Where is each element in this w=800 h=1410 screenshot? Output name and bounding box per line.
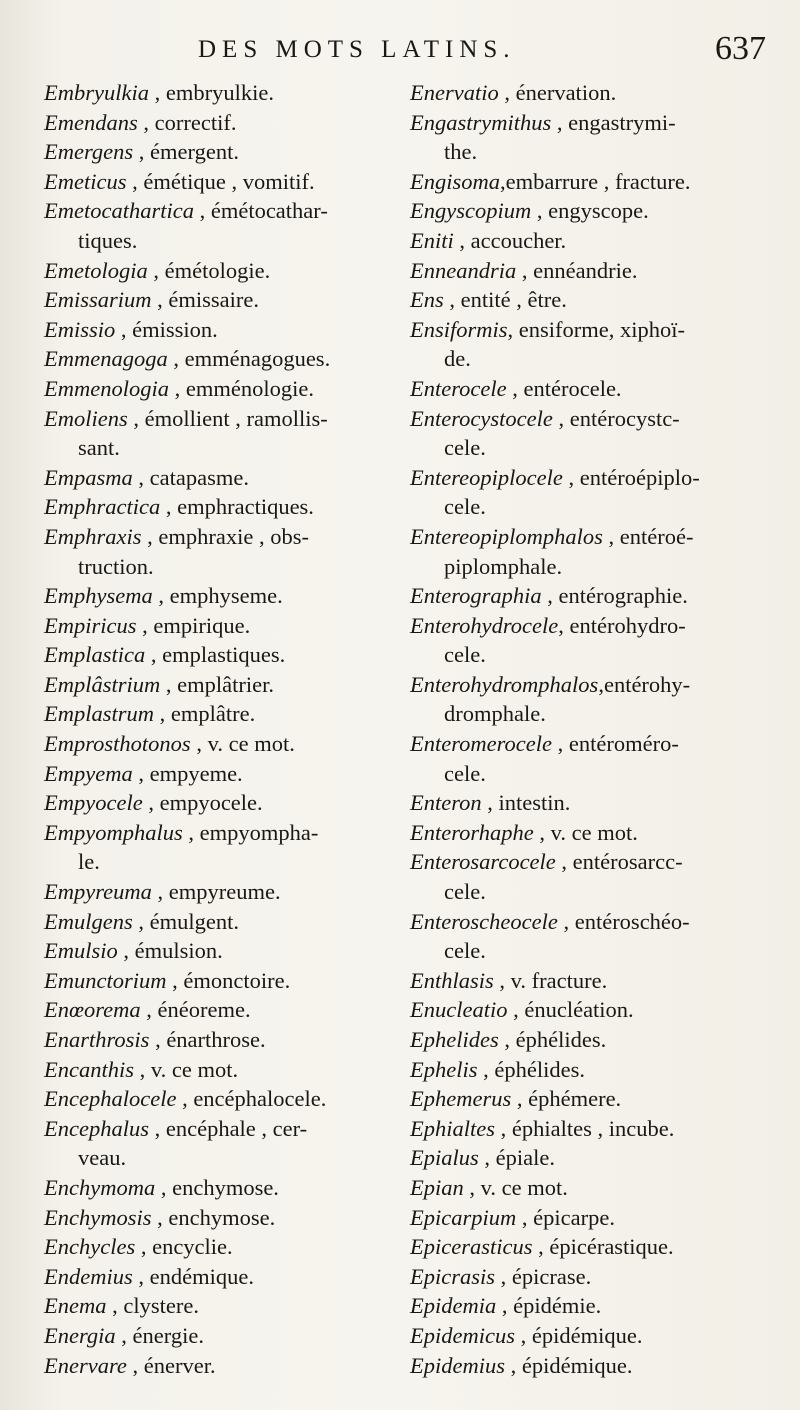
french-translation: , éphélides. xyxy=(498,1027,607,1052)
latin-term: Enteromerocele xyxy=(410,731,553,757)
french-translation: , v. ce mot. xyxy=(190,731,295,757)
latin-term: Encanthis xyxy=(44,1056,134,1082)
latin-term: Ephemerus xyxy=(410,1086,512,1112)
french-translation: , encéphalocele. xyxy=(176,1086,327,1112)
french-translation: , entérographie. xyxy=(541,583,688,609)
latin-term: Enema xyxy=(44,1293,107,1319)
latin-term: Eniti xyxy=(410,227,454,253)
latin-term: Emulsio xyxy=(44,938,118,964)
french-translation: , éphélides. xyxy=(477,1056,585,1082)
latin-term: Enneandria xyxy=(410,257,517,283)
dictionary-entry xyxy=(44,1025,396,1055)
french-translation: , empyocele. xyxy=(142,790,263,816)
french-translation: , énerver. xyxy=(126,1352,216,1378)
dictionary-entry xyxy=(410,1291,782,1321)
dictionary-entry xyxy=(44,522,396,581)
french-translation: , emplastiques. xyxy=(145,642,286,668)
dictionary-entry xyxy=(44,611,396,641)
dictionary-entry xyxy=(410,729,782,788)
dictionary-entry xyxy=(44,1291,396,1321)
french-translation: , émonctoire. xyxy=(166,967,291,993)
page-header xyxy=(0,30,800,70)
dictionary-entry xyxy=(410,788,782,818)
dictionary-entry xyxy=(410,1232,782,1262)
french-translation: , émissaire. xyxy=(151,287,259,313)
french-translation: , entérohydro- xyxy=(558,612,686,638)
dictionary-entry xyxy=(410,463,782,522)
latin-term: Enterocystocele xyxy=(410,405,553,431)
dictionary-entry xyxy=(44,1203,396,1233)
dictionary-entry xyxy=(44,640,396,670)
dictionary-entry xyxy=(44,315,396,345)
dictionary-entry xyxy=(410,847,782,906)
latin-term: Ens xyxy=(410,287,444,313)
latin-term: Epidemia xyxy=(410,1293,497,1319)
latin-term: Enterohydrocele xyxy=(410,612,559,638)
dictionary-entry xyxy=(410,1025,782,1055)
french-translation: , embryulkie. xyxy=(148,80,274,105)
latin-term: Epidemicus xyxy=(410,1322,515,1348)
dictionary-entry xyxy=(410,1084,782,1114)
dictionary-entry xyxy=(410,374,782,404)
french-translation: , entérocystc- xyxy=(552,405,680,431)
french-translation: , entéroméro- xyxy=(552,731,679,757)
latin-term: Empyomphalus xyxy=(44,819,183,845)
latin-term: Emissarium xyxy=(44,287,152,313)
latin-term: Emmenologia xyxy=(44,375,169,401)
latin-term: Ephelis xyxy=(410,1056,478,1082)
dictionary-entry xyxy=(44,966,396,996)
dictionary-entry xyxy=(44,374,396,404)
entry-continuation: the. xyxy=(444,139,478,165)
latin-term: Emplastrum xyxy=(44,701,155,727)
french-translation: , engyscope. xyxy=(531,198,649,224)
entry-continuation: tiques. xyxy=(78,227,138,253)
dictionary-entry xyxy=(44,995,396,1025)
french-translation: , entérosarcc- xyxy=(555,849,683,875)
latin-term: Epidemius xyxy=(410,1352,505,1378)
right-column xyxy=(410,78,782,1380)
latin-term: Enterorhaphe xyxy=(410,819,534,845)
french-translation: , énucléation. xyxy=(507,997,634,1023)
latin-term: Enthlasis xyxy=(410,967,494,993)
latin-term: Enchymosis xyxy=(44,1204,152,1230)
french-translation: , engastrymi- xyxy=(551,109,676,135)
dictionary-entry xyxy=(44,729,396,759)
french-translation: , entité , être. xyxy=(443,287,567,313)
french-translation: , émulsion. xyxy=(117,938,223,964)
dictionary-entry xyxy=(410,196,782,226)
dictionary-entry xyxy=(44,108,396,138)
dictionary-entry xyxy=(44,699,396,729)
latin-term: Engastrymithus xyxy=(410,109,552,135)
latin-term: Embryulkia xyxy=(44,80,149,105)
latin-term: Entereopiplocele xyxy=(410,464,563,490)
french-translation: , énergie. xyxy=(115,1322,204,1348)
dictionary-entry xyxy=(410,1351,782,1381)
latin-term: Energia xyxy=(44,1322,116,1348)
dictionary-entry xyxy=(410,995,782,1025)
latin-term: Enchymoma xyxy=(44,1174,156,1200)
french-translation: , épiale. xyxy=(478,1145,555,1171)
french-translation: , correctif. xyxy=(137,109,237,135)
latin-term: Enœorema xyxy=(44,997,141,1023)
french-translation: , emplâtrier. xyxy=(160,671,274,697)
dictionary-entry xyxy=(44,1173,396,1203)
latin-term: Emissio xyxy=(44,316,116,342)
dictionary-entry xyxy=(44,78,396,108)
left-column xyxy=(44,78,396,1380)
page-number: 637 xyxy=(715,30,766,67)
french-translation: , éphémere. xyxy=(511,1086,622,1112)
dictionary-entry xyxy=(44,137,396,167)
entry-continuation: de. xyxy=(444,346,471,372)
dictionary-entry xyxy=(44,788,396,818)
latin-term: Enarthrosis xyxy=(44,1027,150,1052)
latin-term: Enterosarcocele xyxy=(410,849,556,875)
latin-term: Emergens xyxy=(44,139,134,165)
dictionary-entry xyxy=(44,1114,396,1173)
latin-term: Emetocathartica xyxy=(44,198,194,224)
latin-term: Epialus xyxy=(410,1145,479,1171)
dictionary-entry xyxy=(44,936,396,966)
entry-continuation: cele. xyxy=(444,494,486,520)
french-translation: , épicérastique. xyxy=(532,1234,674,1260)
latin-term: Epicarpium xyxy=(410,1204,517,1230)
latin-term: Emetologia xyxy=(44,257,148,283)
dictionary-entry xyxy=(44,404,396,463)
latin-term: Enterographia xyxy=(410,583,542,609)
dictionary-entry xyxy=(44,256,396,286)
latin-term: Ephialtes xyxy=(410,1115,495,1141)
french-translation: , emplâtre. xyxy=(154,701,256,727)
french-translation: , entéroschéo- xyxy=(557,908,690,934)
french-translation: , emphractiques. xyxy=(160,494,314,520)
french-translation: , accoucher. xyxy=(453,227,567,253)
latin-term: Emunctorium xyxy=(44,967,167,993)
latin-term: Empyema xyxy=(44,760,133,786)
latin-term: Enervare xyxy=(44,1352,127,1378)
latin-term: Emoliens xyxy=(44,405,128,431)
entry-continuation: truction. xyxy=(78,553,154,579)
dictionary-entry xyxy=(410,1143,782,1173)
dictionary-entry xyxy=(44,1321,396,1351)
dictionary-entry xyxy=(410,226,782,256)
french-translation: , entéroépiplo- xyxy=(562,464,700,490)
entry-continuation: dromphale. xyxy=(444,701,546,727)
french-translation: , éphialtes , incube. xyxy=(495,1115,675,1141)
french-translation: ,entérohy- xyxy=(598,671,691,697)
dictionary-entry xyxy=(44,344,396,374)
french-translation: , empyompha- xyxy=(182,819,319,845)
dictionary-entry xyxy=(44,463,396,493)
dictionary-entry xyxy=(44,196,396,255)
entry-continuation: piplomphale. xyxy=(444,553,563,579)
entry-continuation: veau. xyxy=(78,1145,127,1171)
dictionary-entry xyxy=(44,1232,396,1262)
latin-term: Enervatio xyxy=(410,80,499,105)
dictionary-entry xyxy=(44,1084,396,1114)
dictionary-entry xyxy=(410,818,782,848)
dictionary-entry xyxy=(44,1055,396,1085)
dictionary-entry xyxy=(44,1351,396,1381)
dictionary-entry xyxy=(410,1321,782,1351)
dictionary-entry xyxy=(410,315,782,374)
french-translation: , enchymose. xyxy=(155,1174,279,1200)
french-translation: , emménagogues. xyxy=(167,346,331,372)
latin-term: Emplastica xyxy=(44,642,146,668)
french-translation: , épicarpe. xyxy=(516,1204,615,1230)
dictionary-entry xyxy=(410,78,782,108)
dictionary-entry xyxy=(410,581,782,611)
entry-continuation: cele. xyxy=(444,642,486,668)
latin-term: Emendans xyxy=(44,109,138,135)
dictionary-entry xyxy=(410,167,782,197)
french-translation: , empyeme. xyxy=(132,760,243,786)
latin-term: Engyscopium xyxy=(410,198,532,224)
french-translation: , ennéandrie. xyxy=(516,257,638,283)
french-translation: , énéoreme. xyxy=(140,997,251,1023)
latin-term: Enucleatio xyxy=(410,997,508,1023)
french-translation: , épidémie. xyxy=(496,1293,602,1319)
dictionary-entry xyxy=(410,1173,782,1203)
french-translation: , énarthrose. xyxy=(149,1027,266,1052)
entry-continuation: cele. xyxy=(444,435,486,461)
dictionary-entry xyxy=(44,492,396,522)
entry-continuation: cele. xyxy=(444,760,486,786)
latin-term: Emeticus xyxy=(44,168,127,194)
french-translation: ,embarrure , fracture. xyxy=(500,168,691,194)
dictionary-entry xyxy=(410,907,782,966)
french-translation: , épicrase. xyxy=(495,1263,592,1289)
latin-term: Emphysema xyxy=(44,583,153,609)
french-translation: , emménologie. xyxy=(168,375,314,401)
latin-term: Empasma xyxy=(44,464,133,490)
french-translation: , empyreume. xyxy=(151,879,281,905)
latin-term: Emphractica xyxy=(44,494,161,520)
french-translation: , épidémique. xyxy=(505,1352,633,1378)
french-translation: , énervation. xyxy=(498,80,617,105)
latin-term: Emulgens xyxy=(44,908,133,934)
latin-term: Epian xyxy=(410,1174,464,1200)
french-translation: , enchymose. xyxy=(151,1204,276,1230)
latin-term: Emplâstrium xyxy=(44,671,161,697)
entry-continuation: le. xyxy=(78,849,100,875)
dictionary-entry xyxy=(44,877,396,907)
dictionary-entry xyxy=(410,404,782,463)
french-translation: , entérocele. xyxy=(506,375,622,401)
french-translation: , emphyseme. xyxy=(152,583,283,609)
dictionary-entry xyxy=(44,759,396,789)
french-translation: , émulgent. xyxy=(132,908,239,934)
latin-term: Epicrasis xyxy=(410,1263,496,1289)
dictionary-entry xyxy=(44,1262,396,1292)
latin-term: Emprosthotonos xyxy=(44,731,191,757)
dictionary-entry xyxy=(410,108,782,167)
dictionary-entry xyxy=(410,670,782,729)
latin-term: Empiricus xyxy=(44,612,137,638)
dictionary-entry xyxy=(44,907,396,937)
entry-continuation: cele. xyxy=(444,938,486,964)
french-translation: , v. ce mot. xyxy=(134,1056,239,1082)
dictionary-entry xyxy=(44,670,396,700)
dictionary-entry xyxy=(410,285,782,315)
dictionary-entry xyxy=(410,1114,782,1144)
latin-term: Ensiformis xyxy=(410,316,508,342)
latin-term: Enchycles xyxy=(44,1234,136,1260)
french-translation: , ensiforme, xiphoï- xyxy=(507,316,685,342)
french-translation: , émergent. xyxy=(133,139,239,165)
dictionary-entry xyxy=(44,285,396,315)
french-translation: , émétologie. xyxy=(147,257,271,283)
french-translation: , endémique. xyxy=(132,1263,254,1289)
latin-term: Emmenagoga xyxy=(44,346,168,372)
french-translation: , émétocathar- xyxy=(193,198,328,224)
french-translation: , entéroé- xyxy=(602,523,694,549)
latin-term: Endemius xyxy=(44,1263,133,1289)
latin-term: Entereopiplomphalos xyxy=(410,523,603,549)
running-title: DES MOTS LATINS. xyxy=(198,36,516,63)
french-translation: , v. ce mot. xyxy=(533,819,638,845)
latin-term: Epicerasticus xyxy=(410,1234,533,1260)
latin-term: Enterocele xyxy=(410,375,507,401)
latin-term: Enteron xyxy=(410,790,482,816)
french-translation: , emphraxie , obs- xyxy=(141,523,309,549)
latin-term: Encephalus xyxy=(44,1115,149,1141)
latin-term: Empyocele xyxy=(44,790,143,816)
french-translation: , émétique , vomitif. xyxy=(126,168,315,194)
french-translation: , émollient , ramollis- xyxy=(127,405,328,431)
latin-term: Emphraxis xyxy=(44,523,142,549)
latin-term: Enteroscheocele xyxy=(410,908,558,934)
french-translation: , catapasme. xyxy=(132,464,249,490)
french-translation: , émission. xyxy=(115,316,218,342)
french-translation: , clystere. xyxy=(106,1293,199,1319)
dictionary-entry xyxy=(410,611,782,670)
latin-term: Engisoma xyxy=(410,168,500,194)
latin-term: Enterohydromphalos xyxy=(410,671,599,697)
french-translation: , intestin. xyxy=(481,790,571,816)
french-translation: , encyclie. xyxy=(135,1234,233,1260)
latin-term: Ephelides xyxy=(410,1027,499,1052)
dictionary-entry xyxy=(410,966,782,996)
dictionary-entry xyxy=(410,522,782,581)
dictionary-entry xyxy=(410,1055,782,1085)
latin-term: Empyreuma xyxy=(44,879,152,905)
dictionary-entry xyxy=(410,256,782,286)
dictionary-entry xyxy=(410,1262,782,1292)
latin-term: Encephalocele xyxy=(44,1086,177,1112)
entry-continuation: cele. xyxy=(444,879,486,905)
french-translation: , empirique. xyxy=(136,612,251,638)
french-translation: , épidémique. xyxy=(514,1322,643,1348)
french-translation: , encéphale , cer- xyxy=(148,1115,308,1141)
dictionary-entry xyxy=(44,818,396,877)
entry-continuation: sant. xyxy=(78,435,120,461)
dictionary-entry xyxy=(44,167,396,197)
french-translation: , v. fracture. xyxy=(493,967,608,993)
dictionary-entry xyxy=(44,581,396,611)
dictionary-entry xyxy=(410,1203,782,1233)
french-translation: , v. ce mot. xyxy=(463,1174,568,1200)
